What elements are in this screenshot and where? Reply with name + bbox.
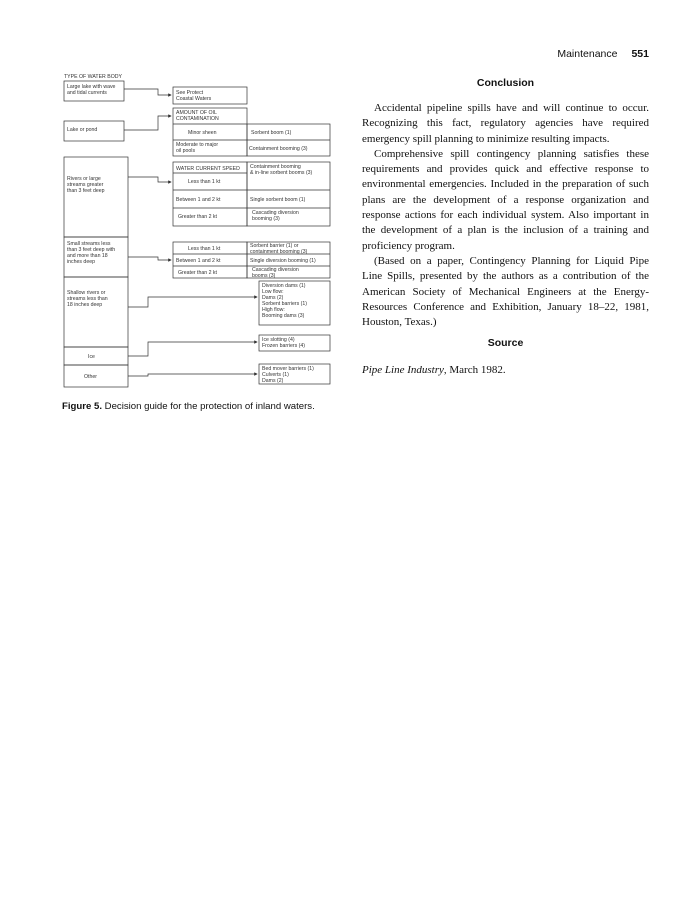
figure-label: Figure 5. [62, 401, 102, 412]
lake-method: Containment booming (3) [249, 146, 308, 152]
method-label: Sorbent barrier (1) or containment booming (3) [250, 243, 308, 255]
speed-label: Less than 1 kt [188, 179, 221, 185]
water-body-box [64, 347, 128, 365]
other-methods: Bed mover barriers (1) Culverts (1) Dams (2) [262, 366, 314, 384]
method-label: Single diversion booming (1) [250, 258, 316, 264]
water-body-label: Shallow rivers or streams less than 18 inches deep [67, 290, 108, 308]
conclusion-heading: Conclusion [476, 77, 535, 89]
speed-header: WATER CURRENT SPEED [176, 166, 240, 172]
conclusion-body [362, 101, 649, 330]
figure-caption-text: Decision guide for the protection of inland waters. [101, 401, 315, 412]
speed-label: Greater than 2 kt [178, 214, 217, 220]
decision-guide-diagram [58, 72, 350, 394]
running-head: Maintenance [557, 48, 618, 60]
source-publication: Pipe Line Industry [362, 364, 444, 376]
page-number: 551 [631, 48, 649, 60]
conclusion-paragraph: Accidental pipeline spills have and will continue to occur. Recognizing this fact, regulatory agencies have required emergency spill planning to minimize resulting impacts. [362, 102, 649, 145]
water-body-label: Rivers or large streams greater than 3 feet deep [67, 176, 105, 194]
conclusion-paragraph: Comprehensive spill contingency planning satisfies these requirements and provides quick and effective response to environmental emergencies. Included in the preparation of such plans are the development of a response organization and response actions for each individual system. Also important in the development of a plan is the inclusion of a training and proficiency program. [362, 147, 649, 252]
ice-methods: Ice slotting (4) Frozen barriers (4) [262, 337, 305, 349]
water-body-header: TYPE OF WATER BODY [64, 74, 122, 80]
shallow-methods: Diversion dams (1) Low flow: Dams (2) Sorbent barriers (1) High flow: Booming dams (3) [262, 283, 307, 319]
contamination-level: Moderate to major oil pools [176, 142, 219, 154]
speed-label: Less than 1 kt [188, 246, 221, 252]
method-label: Cascading diversion booms (3) [252, 267, 299, 279]
method-label: Containment booming & in-line sorbent booms (3) [250, 164, 313, 176]
speed-label: Between 1 and 2 kt [176, 197, 221, 203]
water-body-label: Ice [88, 354, 95, 360]
source-citation [362, 364, 506, 376]
contamination-header: AMOUNT OF OIL CONTAMINATION [176, 110, 219, 122]
water-body-label: Other [84, 374, 97, 380]
coastal-label: See Protect Coastal Waters [176, 90, 212, 102]
water-body-label: Large lake with wave and tidal currents [67, 84, 116, 96]
method-label: Cascading diversion booming (3) [252, 210, 299, 222]
source-date: , March 1982. [443, 364, 506, 376]
water-body-label: Small streams less than 3 feet deep with and more than 18 inches deep [67, 241, 116, 265]
figure-caption [62, 401, 315, 412]
page-header [557, 48, 649, 60]
water-body-box [64, 277, 128, 347]
speed-label: Between 1 and 2 kt [176, 258, 221, 264]
method-label: Single sorbent boom (1) [250, 197, 306, 203]
citation-paragraph: (Based on a paper, Contingency Planning for Liquid Pipe Line Spills, presented by the authors as a contribution of the American Society of Mechanical Engineers at the Energy-Resources Conference and Exhibition, January 18–22, 1981, Houston, Texas.) [362, 254, 649, 329]
decision-guide-figure [58, 72, 350, 394]
speed-label: Greater than 2 kt [178, 270, 217, 276]
source-heading: Source [487, 337, 524, 349]
water-body-box [64, 157, 128, 237]
water-body-label: Lake or pond [67, 127, 98, 133]
lake-method: Sorbent boom (1) [251, 130, 292, 136]
contamination-level: Minor sheen [188, 130, 217, 136]
